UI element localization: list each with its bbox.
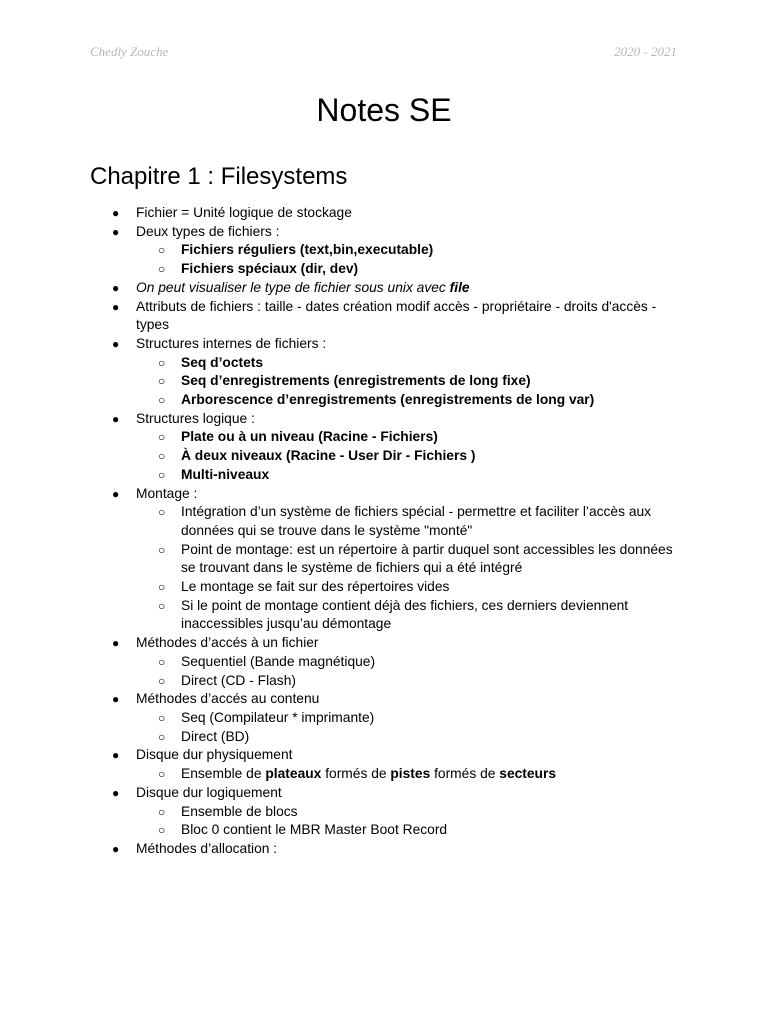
item-text: Disque dur logiquement: [136, 784, 282, 800]
bullet-circle-icon: ○: [158, 393, 166, 408]
item-text: Arborescence d’enregistrements (enregistrements de long var): [181, 392, 595, 408]
item-text: Deux types de fichiers :: [136, 223, 280, 239]
bullet-circle-icon: ○: [158, 505, 166, 520]
sub-list-item: [0, 541, 768, 578]
bullet-circle-icon: ○: [158, 823, 166, 838]
item-text: Montage :: [136, 485, 198, 501]
item-text: Ensemble de blocs: [181, 803, 298, 819]
item-text: À deux niveaux (Racine - User Dir - Fichiers ): [181, 448, 476, 464]
bullet-disc-icon: ●: [112, 280, 120, 295]
item-text: Intégration d’un système de fichiers spécial - permettre et faciliter l’accès aux données qui se trouve dans le système "monté": [181, 504, 652, 538]
item-text: Seq (Compilateur * imprimante): [181, 709, 375, 725]
item-text: Direct (BD): [181, 728, 250, 744]
sub-list-item: [0, 354, 768, 373]
sub-list-item: [0, 447, 768, 466]
notes-list: [0, 204, 768, 859]
bullet-disc-icon: ●: [112, 299, 120, 314]
sub-list-item: [0, 391, 768, 410]
item-text: Ensemble de: [181, 766, 266, 782]
item-text: Disque dur physiquement: [136, 747, 293, 763]
item-text: Direct (CD - Flash): [181, 672, 296, 688]
bullet-disc-icon: ●: [112, 748, 120, 763]
sub-list-item: [0, 428, 768, 447]
item-text: Plate ou à un niveau (Racine - Fichiers): [181, 429, 438, 445]
bullet-circle-icon: ○: [158, 673, 166, 688]
item-text: Le montage se fait sur des répertoires vides: [181, 579, 450, 595]
document-title: Notes SE: [316, 92, 452, 128]
sub-list-item: [0, 803, 768, 822]
sub-list-item: [0, 260, 768, 279]
chapter-heading: Chapitre 1 : Filesystems: [90, 163, 348, 190]
item-text: On peut visualiser le type de fichier sous unix avec: [136, 279, 450, 295]
item-text: file: [449, 279, 470, 295]
list-item: [0, 204, 768, 223]
bullet-circle-icon: ○: [158, 449, 166, 464]
bullet-circle-icon: ○: [158, 654, 166, 669]
item-text: Fichiers réguliers (text,bin,executable): [181, 242, 434, 258]
bullet-circle-icon: ○: [158, 729, 166, 744]
bullet-circle-icon: ○: [158, 243, 166, 258]
item-text: Structures internes de fichiers :: [136, 335, 327, 351]
list-item: [0, 279, 768, 298]
bullet-circle-icon: ○: [158, 598, 166, 613]
bullet-disc-icon: ●: [112, 336, 120, 351]
bullet-circle-icon: ○: [158, 542, 166, 557]
item-text: Fichiers spéciaux (dir, dev): [181, 261, 359, 277]
bullet-disc-icon: ●: [112, 224, 120, 239]
list-item: [0, 298, 768, 335]
sub-list-item: [0, 503, 768, 540]
list-item: [0, 746, 768, 765]
item-text: Seq d’octets: [181, 354, 264, 370]
sub-list-item: [0, 466, 768, 485]
sub-list-item: [0, 709, 768, 728]
bullet-disc-icon: ●: [112, 636, 120, 651]
item-text: Méthodes d’allocation :: [136, 840, 278, 856]
sub-list-item: [0, 372, 768, 391]
list-item: [0, 410, 768, 429]
bullet-circle-icon: ○: [158, 467, 166, 482]
item-text: Multi-niveaux: [181, 466, 270, 482]
item-text: plateaux: [265, 766, 322, 782]
item-text: Méthodes d’accés à un fichier: [136, 635, 319, 651]
list-item: [0, 485, 768, 504]
item-text: Point de montage: est un répertoire à partir duquel sont accessibles les données se trouvant dans le système de fichiers qui a été intégré: [181, 541, 673, 576]
item-text: Sequentiel (Bande magnétique): [181, 653, 376, 669]
item-text: Bloc 0 contient le MBR Master Boot Record: [181, 822, 448, 838]
item-text: Méthodes d’accés au contenu: [136, 691, 320, 707]
bullet-disc-icon: ●: [112, 486, 120, 501]
bullet-circle-icon: ○: [158, 355, 166, 370]
bullet-circle-icon: ○: [158, 804, 166, 819]
bullet-disc-icon: ●: [112, 785, 120, 800]
sub-list-item: [0, 672, 768, 691]
sub-list-item: [0, 653, 768, 672]
item-text: Seq d’enregistrements (enregistrements de long fixe): [181, 373, 531, 389]
bullet-disc-icon: ●: [112, 692, 120, 707]
sub-list-item: [0, 765, 768, 784]
item-text: Si le point de montage contient déjà des fichiers, ces derniers deviennent inaccessibles jusqu’au démontage: [181, 597, 629, 632]
bullet-disc-icon: ●: [112, 411, 120, 426]
list-item: [0, 335, 768, 354]
item-text: formés de: [430, 766, 500, 782]
item-text: Structures logique :: [136, 410, 255, 426]
bullet-disc-icon: ●: [112, 841, 120, 856]
sub-list-item: [0, 578, 768, 597]
list-item: [0, 690, 768, 709]
bullet-circle-icon: ○: [158, 430, 166, 445]
item-text: formés de: [321, 766, 391, 782]
sub-list-item: [0, 821, 768, 840]
bullet-circle-icon: ○: [158, 580, 166, 595]
sub-list-item: [0, 728, 768, 747]
header-year: 2020 - 2021: [614, 44, 677, 59]
item-text: pistes: [390, 766, 431, 782]
bullet-circle-icon: ○: [158, 374, 166, 389]
list-item: [0, 223, 768, 242]
list-item: [0, 784, 768, 803]
bullet-circle-icon: ○: [158, 710, 166, 725]
item-text: Fichier = Unité logique de stockage: [136, 205, 352, 220]
bullet-circle-icon: ○: [158, 262, 166, 277]
bullet-circle-icon: ○: [158, 767, 166, 782]
item-text: Attributs de fichiers : taille - dates création modif accès - propriétaire - droits d'accès - types: [136, 298, 657, 333]
bullet-disc-icon: ●: [112, 206, 120, 220]
item-text: secteurs: [499, 766, 557, 782]
header-author: Chedly Zouche: [90, 44, 169, 59]
sub-list-item: [0, 597, 768, 634]
list-item: [0, 634, 768, 653]
sub-list-item: [0, 241, 768, 260]
list-item: [0, 840, 768, 859]
